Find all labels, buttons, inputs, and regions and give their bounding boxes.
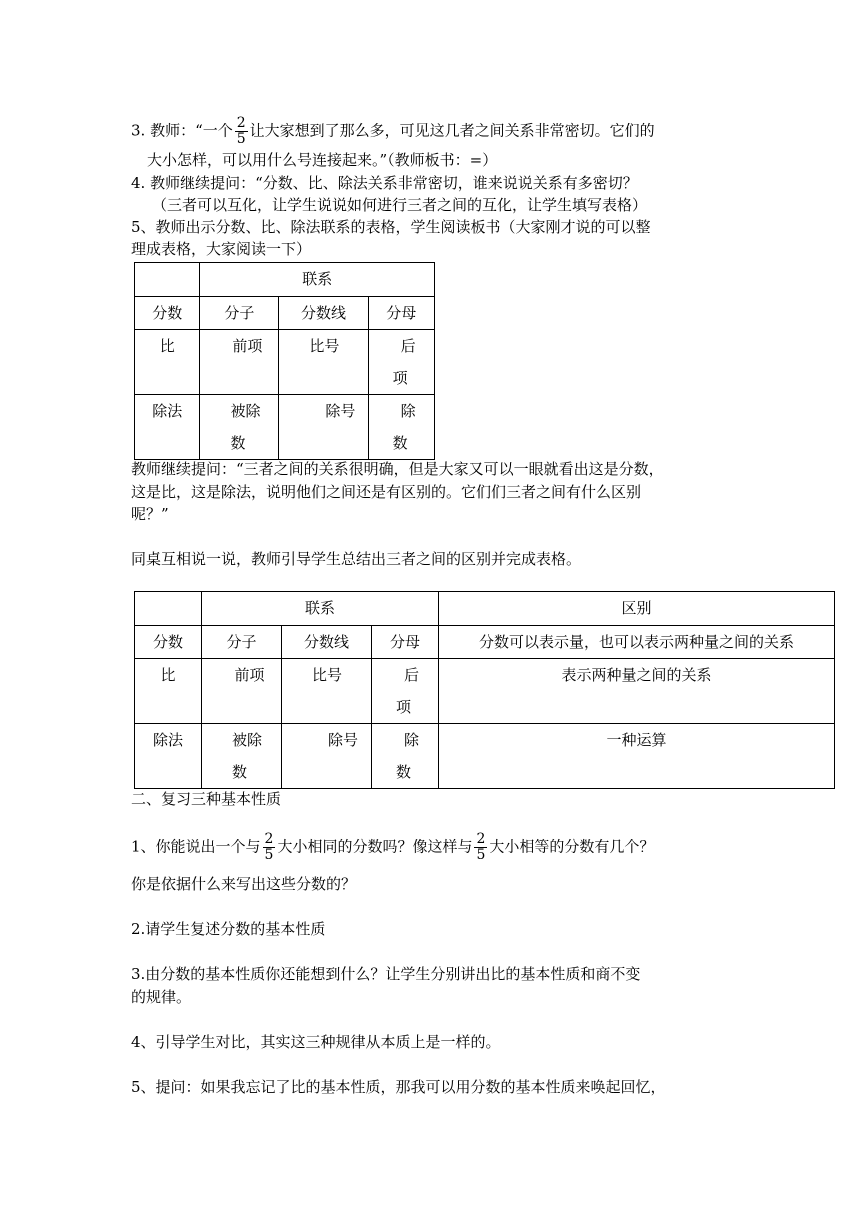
s1-line2: 你是依据什么来写出这些分数的？	[131, 875, 357, 893]
table-cell	[135, 592, 202, 626]
row-bi: 比	[135, 330, 200, 395]
fraction	[235, 116, 248, 147]
s1-line1	[131, 832, 654, 863]
diff-fenshu: 分数可以表示量，也可以表示两种量之间的关系	[439, 626, 835, 659]
fraction-denominator: 5	[236, 131, 246, 147]
row-fenshu: 分数	[135, 297, 200, 330]
cell-fenshuxian: 分数线	[282, 626, 372, 659]
fraction	[474, 832, 487, 863]
row-fenshu: 分数	[135, 626, 202, 659]
text: 让大家想到了那么多，可见这几者之间关系非常密切。它们的	[249, 121, 655, 140]
text: 数	[392, 434, 408, 452]
s4-line: 4、引导学生对比，其实这三种规律从本质上是一样的。	[131, 1033, 501, 1051]
fraction	[263, 832, 276, 863]
fraction-denominator: 5	[476, 847, 486, 863]
cell-fenshuxian: 分数线	[279, 297, 368, 330]
cell-houxiang	[368, 330, 434, 395]
fraction-numerator: 2	[264, 831, 274, 847]
text: 大小相同的分数吗？像这样与	[277, 837, 473, 856]
cell-bihao: 比号	[279, 330, 368, 395]
item4-line1: 4. 教师继续提问：“分数、比、除法关系非常密切，谁来说说关系有多密切？	[131, 174, 638, 192]
question-line3: 呢？”	[131, 505, 169, 523]
cell-fenzi: 分子	[200, 297, 279, 330]
cell-bihao: 比号	[282, 659, 372, 724]
cell-chushu	[368, 395, 434, 460]
question-line2: 这是比，这是除法，说明他们之间还是有区别的。它们们三者之间有什么区别	[131, 483, 642, 501]
diff-chufa: 一种运算	[439, 724, 835, 789]
cell-chushu	[372, 724, 439, 789]
relation-difference-table	[134, 591, 835, 789]
cell-beichushu	[200, 395, 279, 460]
text: 1、你能说出一个与	[131, 837, 261, 856]
question-line1: 教师继续提问：“三者之间的关系很明确，但是大家又可以一眼就看出这是分数，	[131, 460, 664, 478]
s2-line: 2.请学生复述分数的基本性质	[131, 920, 326, 938]
cell-fenmu: 分母	[372, 626, 439, 659]
deskmate-line: 同桌互相说一说，教师引导学生总结出三者之间的区别并完成表格。	[131, 550, 582, 568]
row-chufa: 除法	[135, 395, 200, 460]
row-chufa: 除法	[135, 724, 202, 789]
cell-chuhao: 除号	[282, 724, 372, 789]
fraction-numerator: 2	[476, 831, 486, 847]
text: 被除	[232, 731, 263, 749]
s3-line1: 3.由分数的基本性质你还能想到什么？让学生分别讲出比的基本性质和商不变	[131, 965, 641, 983]
text: 数	[396, 763, 412, 781]
cell-houxiang	[372, 659, 439, 724]
item3-line1	[131, 116, 655, 147]
cell-qianxiang: 前项	[202, 659, 282, 724]
cell-fenzi: 分子	[202, 626, 282, 659]
cell-chuhao: 除号	[279, 395, 368, 460]
text: 数	[232, 763, 248, 781]
item4-line2: （三者可以互化，让学生说说如何进行三者之间的互化，让学生填写表格）	[152, 196, 648, 214]
text: 大小相等的分数有几个？	[489, 837, 655, 856]
cell-qianxiang: 前项	[200, 330, 279, 395]
text: 项	[396, 698, 412, 716]
fraction-denominator: 5	[264, 847, 274, 863]
table-cell	[135, 263, 200, 297]
text: 3. 教师：“一个	[131, 121, 233, 140]
relation-table	[134, 262, 435, 460]
fraction-numerator: 2	[236, 115, 246, 131]
header-qubie: 区别	[439, 592, 835, 626]
text: 被除	[230, 402, 261, 420]
text: 除	[404, 731, 420, 749]
text: 项	[392, 369, 408, 387]
item3-line2: 大小怎样，可以用什么号连接起来。”（教师板书：=）	[147, 151, 498, 169]
header-lianxi: 联系	[200, 263, 435, 297]
text: 数	[230, 434, 246, 452]
s3-line2: 的规律。	[131, 988, 192, 1006]
row-bi: 比	[135, 659, 202, 724]
text: 除	[400, 402, 416, 420]
diff-bi: 表示两种量之间的关系	[439, 659, 835, 724]
header-lianxi: 联系	[202, 592, 439, 626]
item5-line1: 5、教师出示分数、比、除法联系的表格，学生阅读板书（大家刚才说的可以整	[131, 218, 651, 236]
cell-beichushu	[202, 724, 282, 789]
text: 后	[400, 337, 416, 355]
text: 后	[404, 666, 420, 684]
cell-fenmu: 分母	[368, 297, 434, 330]
item5-line2: 理成表格，大家阅读一下）	[131, 240, 312, 258]
s5-line: 5、提问：如果我忘记了比的基本性质，那我可以用分数的基本性质来唤起回忆，	[131, 1078, 666, 1096]
section-heading: 二、复习三种基本性质	[131, 790, 282, 808]
